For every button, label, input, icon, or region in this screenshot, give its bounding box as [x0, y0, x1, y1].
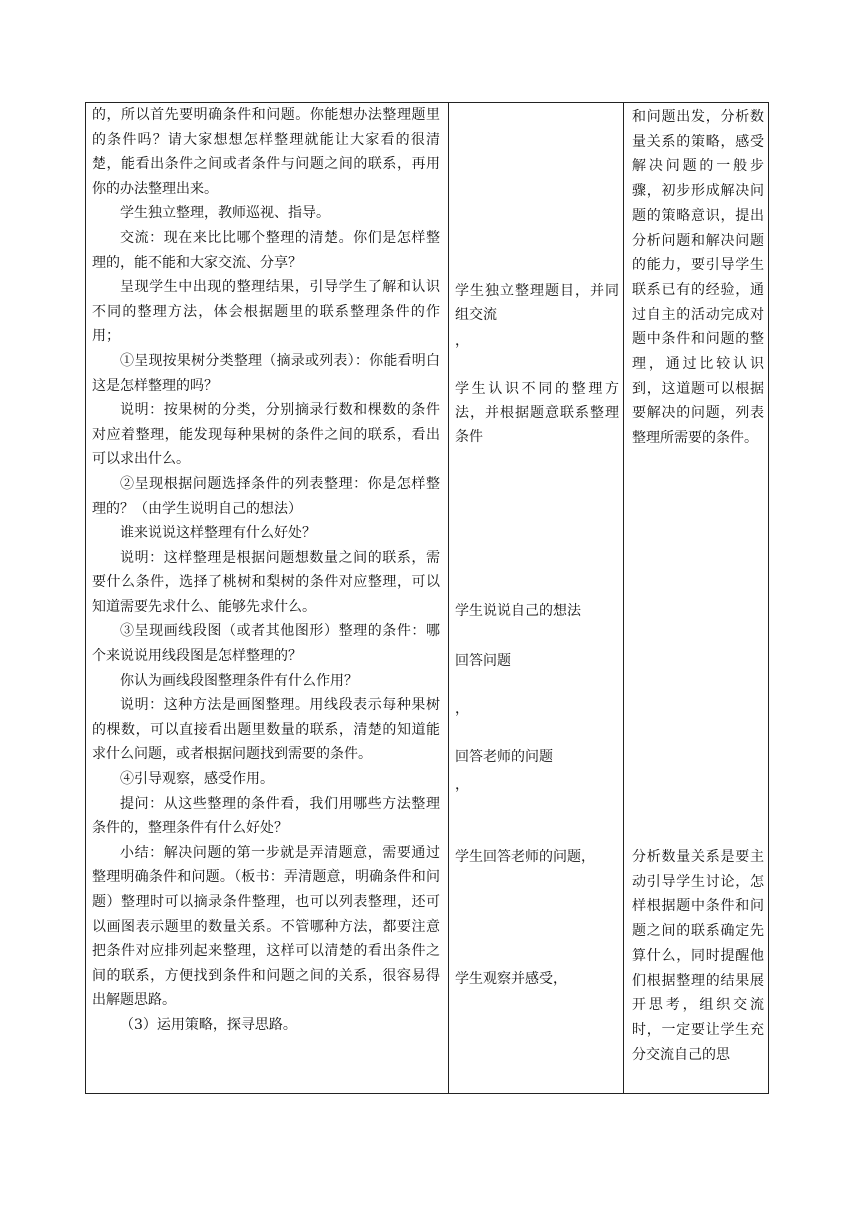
paragraph: 交流：现在来比比哪个整理的清楚。你们是怎样整理的，能不能和大家交流、分享？	[92, 229, 440, 271]
student-activity-item: 回答问题	[455, 653, 511, 669]
paragraph: ①呈现按果树分类整理（摘录或列表）：你能看明白这是怎样整理的吗？	[92, 352, 440, 394]
paragraph: 说明：这样整理是根据问题想数量之间的联系，需要什么条件，选择了桃树和梨树的条件对应整理，可以知道需要先求什么、能够先求什么。	[92, 549, 440, 615]
student-activity-item: ，	[455, 701, 469, 717]
student-activity-item: ，	[455, 777, 469, 793]
teaching-process-column	[86, 103, 448, 1093]
paragraph: 你认为画线段图整理条件有什么作用？	[120, 672, 358, 689]
paragraph: 谁来说说这样整理有什么好处？	[120, 525, 316, 542]
paragraph: 说明：按果树的分类，分别摘录行数和棵数的条件对应着整理，能发现每种果树的条件之间的联系，看出可以求出什么。	[92, 402, 440, 468]
section-heading: （3）运用策略，探寻思路。	[120, 1016, 297, 1033]
paragraph: 学生独立整理，教师巡视、指导。	[120, 205, 330, 222]
paragraph: ②呈现根据问题选择条件的列表整理：你是怎样整理的？（由学生说明自己的想法）	[92, 475, 440, 517]
paragraph: 的，所以首先要明确条件和问题。你能想办法整理题里的条件吗？请大家想想怎样整理就能让大家看的很清楚，能看出条件之间或者条件与问题之间的联系，再用你的办法整理出来。	[92, 107, 440, 197]
design-intent-text: 分析数量关系是要主动引导学生讨论，怎样根据题中条件和问题之间的联系确定先算什么，同时提醒他们根据整理的结果展开思考，组织交流时，一定要让学生充分交流自己的思	[632, 849, 764, 1063]
paragraph: ④引导观察，感受作用。	[120, 771, 274, 788]
paragraph: ③呈现画线段图（或者其他图形）整理的条件：哪个来说说用线段图是怎样整理的？	[92, 623, 440, 665]
student-activity-item: ，	[455, 333, 469, 349]
paragraph: 小结：解决问题的第一步就是弄清题意，需要通过整理明确条件和问题。（板书：弄清题意，明确条件和问题）整理时可以摘录条件整理，也可以列表整理，还可以画图表示题里的数量关系。不管哪种方法，都要注意把条件对应排列起来整理，这样可以清楚的看出条件之间的联系，方便找到条件和问题之间的关系，很容易得出解题思路。	[92, 844, 440, 1009]
design-intent-column	[624, 103, 770, 1093]
student-activity-item: 学生观察并感受，	[455, 971, 567, 987]
design-intent-text: 和问题出发，分析数量关系的策略，感受解决问题的一般步骤，初步形成解决问题的策略意识，提出分析问题和解决问题的能力，要引导学生联系已有的经验，通过自主的活动完成对题中条件和问题的整理，通过比较认识到，这道题可以根据要解决的问题，列表整理所需要的条件。	[632, 109, 764, 447]
student-activity-item: 学生回答老师的问题，	[455, 849, 595, 865]
paragraph: 说明：这种方法是画图整理。用线段表示每种果树的棵数，可以直接看出题里数量的联系，清楚的知道能求什么问题，或者根据问题找到需要的条件。	[92, 697, 440, 763]
paragraph: 呈现学生中出现的整理结果，引导学生了解和认识不同的整理方法，体会根据题里的联系整理条件的作用；	[92, 279, 440, 345]
student-activity-item: 学生独立整理题目，并同组交流	[455, 283, 619, 323]
lesson-table	[85, 102, 769, 1094]
paragraph: 提问：从这些整理的条件看，我们用哪些方法整理条件的，整理条件有什么好处？	[92, 795, 440, 837]
student-activity-item: 学生认识不同的整理方法，并根据题意联系整理条件	[455, 381, 619, 445]
student-activity-item: 学生说说自己的想法	[455, 603, 581, 619]
student-activity-item: 回答老师的问题	[455, 749, 553, 765]
student-activity-column	[449, 103, 623, 1093]
